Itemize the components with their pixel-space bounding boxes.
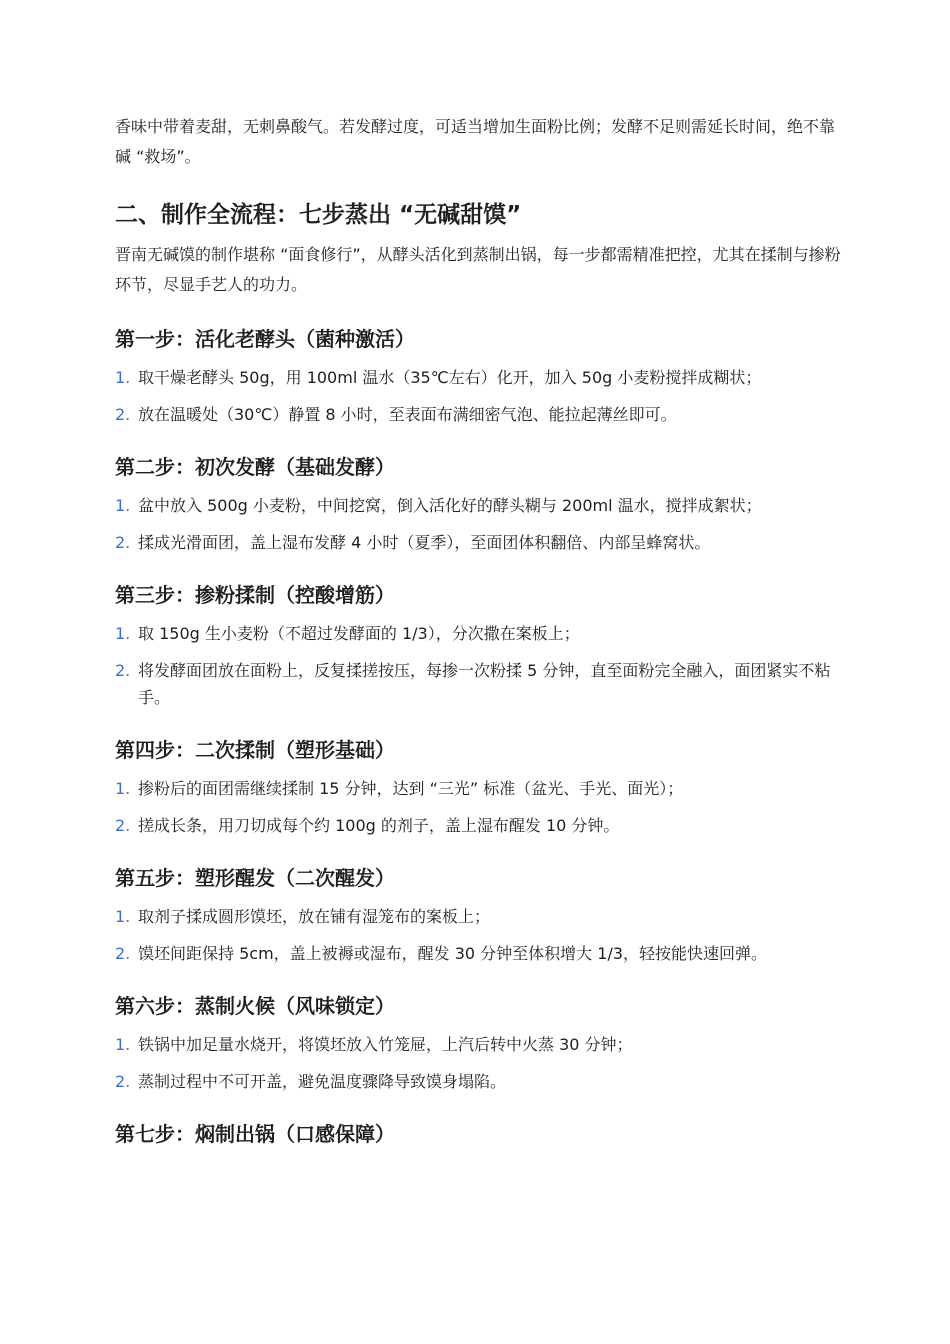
step-list xyxy=(115,492,850,556)
list-item xyxy=(115,903,850,930)
step-list xyxy=(115,903,850,967)
section-intro-paragraph: 晋南无碱馍的制作堪称 “面食修行”，从酵头活化到蒸制出锅，每一步都需精准把控，尤其在揉制与掺粉环节，尽显手艺人的功力。 xyxy=(115,245,841,294)
step-list xyxy=(115,620,850,711)
list-item xyxy=(115,492,850,519)
list-number: 1. xyxy=(115,624,131,643)
list-text: 盆中放入 500g 小麦粉，中间挖窝，倒入活化好的酵头糊与 200ml 温水，搅拌成絮状； xyxy=(138,496,762,515)
list-text: 将发酵面团放在面粉上，反复揉搓按压，每掺一次粉揉 5 分钟，直至面粉完全融入，面团紧实不粘手。 xyxy=(138,661,831,707)
step-title: 第七步：焖制出锅（口感保障） xyxy=(115,1122,395,1146)
list-item xyxy=(115,1031,850,1058)
list-item xyxy=(115,775,850,802)
list-text: 掺粉后的面团需继续揉制 15 分钟，达到 “三光” 标准（盆光、手光、面光）； xyxy=(138,779,684,798)
step-title: 第一步：活化老酵头（菌种激活） xyxy=(115,327,415,351)
step-3 xyxy=(115,580,850,711)
list-number: 2. xyxy=(115,944,131,963)
list-number: 2. xyxy=(115,405,131,424)
list-number: 1. xyxy=(115,1035,131,1054)
list-text: 取剂子揉成圆形馍坯，放在铺有湿笼布的案板上； xyxy=(138,907,491,926)
list-number: 2. xyxy=(115,1072,131,1091)
list-text: 放在温暖处（30℃）静置 8 小时，至表面布满细密气泡、能拉起薄丝即可。 xyxy=(138,405,677,424)
list-number: 1. xyxy=(115,907,131,926)
list-text: 取 150g 生小麦粉（不超过发酵面的 1/3），分次撒在案板上； xyxy=(138,624,580,643)
step-title: 第二步：初次发酵（基础发酵） xyxy=(115,455,395,479)
step-list xyxy=(115,1031,850,1095)
list-item xyxy=(115,620,850,647)
list-item xyxy=(115,364,850,391)
intro-tail-paragraph: 香味中带着麦甜，无刺鼻酸气。若发酵过度，可适当增加生面粉比例；发酵不足则需延长时间，绝不靠碱 “救场”。 xyxy=(115,117,836,166)
step-title: 第五步：塑形醒发（二次醒发） xyxy=(115,866,395,890)
section-heading: 二、制作全流程：七步蒸出 “无碱甜馍” xyxy=(115,202,522,228)
step-title: 第三步：掺粉揉制（控酸增筋） xyxy=(115,583,395,607)
list-number: 1. xyxy=(115,779,131,798)
list-item xyxy=(115,940,850,967)
list-text: 揉成光滑面团，盖上湿布发酵 4 小时（夏季），至面团体积翻倍、内部呈蜂窝状。 xyxy=(138,533,711,552)
list-item xyxy=(115,529,850,556)
list-text: 取干燥老酵头 50g，用 100ml 温水（35℃左右）化开，加入 50g 小麦粉搅拌成糊状； xyxy=(138,368,762,387)
list-number: 1. xyxy=(115,368,131,387)
list-number: 2. xyxy=(115,661,131,680)
step-list xyxy=(115,364,850,428)
step-5 xyxy=(115,863,850,967)
step-2 xyxy=(115,452,850,556)
list-item xyxy=(115,812,850,839)
list-item xyxy=(115,401,850,428)
list-text: 馍坯间距保持 5cm，盖上被褥或湿布，醒发 30 分钟至体积增大 1/3，轻按能快速回弹。 xyxy=(138,944,768,963)
list-item xyxy=(115,657,850,711)
list-item xyxy=(115,1068,850,1095)
step-title: 第四步：二次揉制（塑形基础） xyxy=(115,738,395,762)
step-1 xyxy=(115,324,850,428)
document-page xyxy=(115,112,850,1159)
step-4 xyxy=(115,735,850,839)
step-6 xyxy=(115,991,850,1095)
list-number: 2. xyxy=(115,533,131,552)
list-text: 铁锅中加足量水烧开，将馍坯放入竹笼屉，上汽后转中火蒸 30 分钟； xyxy=(138,1035,633,1054)
list-number: 1. xyxy=(115,496,131,515)
step-list xyxy=(115,775,850,839)
step-title: 第六步：蒸制火候（风味锁定） xyxy=(115,994,395,1018)
list-text: 搓成长条，用刀切成每个约 100g 的剂子，盖上湿布醒发 10 分钟。 xyxy=(138,816,620,835)
list-number: 2. xyxy=(115,816,131,835)
list-text: 蒸制过程中不可开盖，避免温度骤降导致馍身塌陷。 xyxy=(138,1072,507,1091)
step-7 xyxy=(115,1119,850,1149)
